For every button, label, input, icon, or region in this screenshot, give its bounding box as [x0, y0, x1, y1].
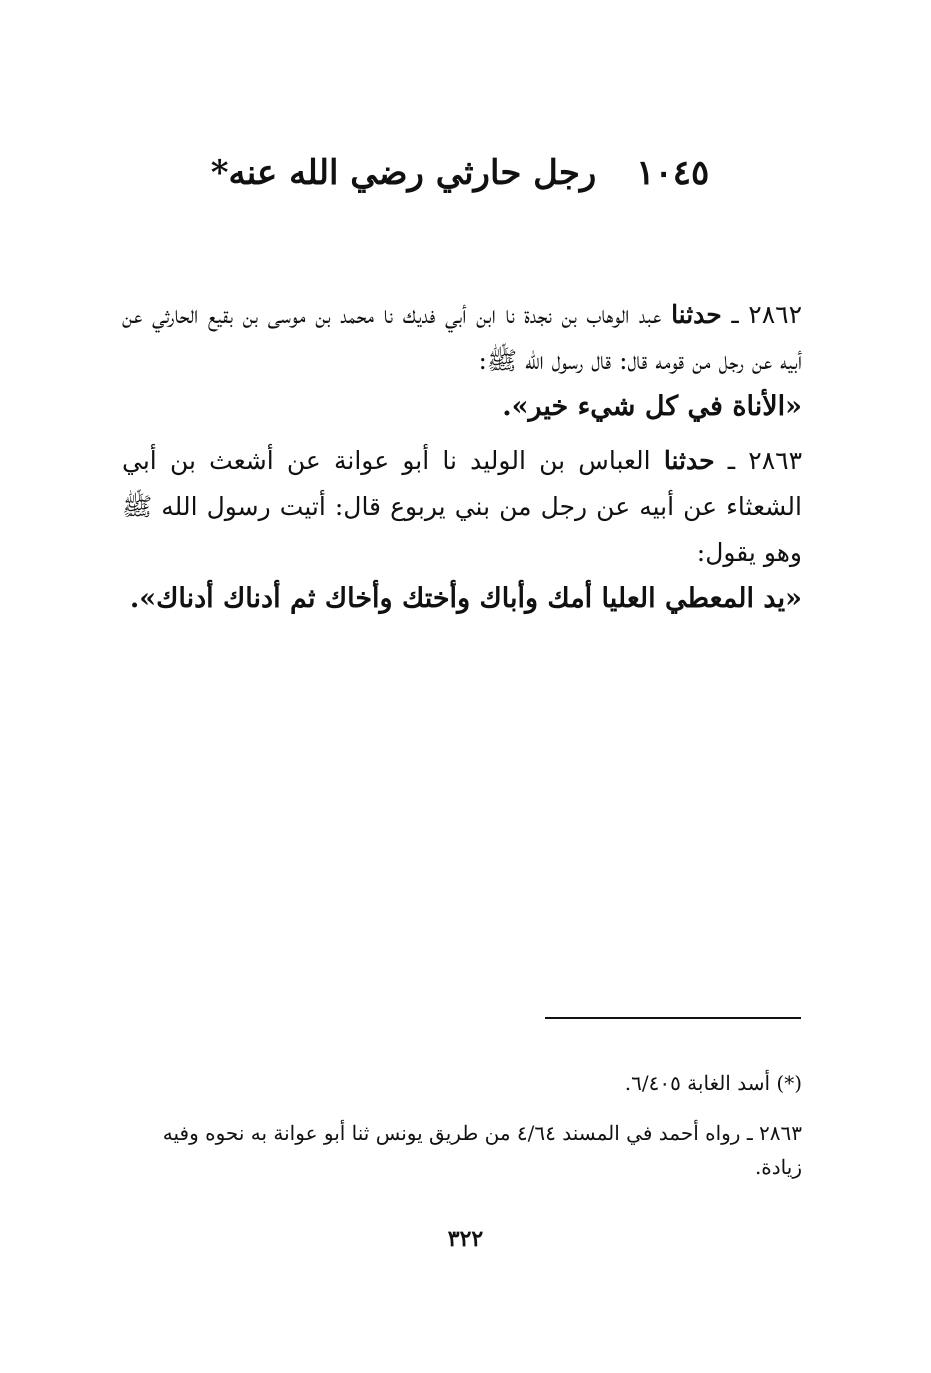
- hadith-saying: «الأناة في كل شيء خير».: [502, 391, 802, 422]
- hadith-keyword: حدثنا: [671, 300, 722, 329]
- footnote-divider: [545, 1017, 801, 1019]
- hadith-saying: «يد المعطي العليا أمك وأباك وأختك وأخاك ثم أدناك أدناك».: [129, 583, 802, 614]
- hadith-chain: [122, 292, 802, 384]
- footnotes: [122, 1066, 802, 1200]
- footnote-source: (*) أسد الغابة ٦/٤٠٥.: [624, 1071, 802, 1095]
- hadith-chain-text: العباس بن الوليد نا أبو عوانة عن أشعث بن أبي الشعثاء عن أبيه عن رجل من بني يربوع قال: أتيت رسول الله ﷺ وهو يقول:: [122, 446, 802, 567]
- chapter-title: رجل حارثي رضي الله عنه*: [210, 153, 597, 193]
- chapter-heading: [120, 148, 800, 198]
- chapter-number: ١٠٤٥: [636, 153, 710, 193]
- footnote-2863: ٢٨٦٣ ـ رواه أحمد في المسند ٤/٦٤ من طريق يونس ثنا أبو عوانة به نحوه وفيه زيادة.: [162, 1121, 802, 1179]
- hadith-separator: ـ: [727, 446, 736, 475]
- hadith-number: ٢٨٦٢: [748, 300, 802, 329]
- hadith-separator: ـ: [731, 300, 739, 329]
- page-number: ٣٢٢: [447, 1226, 484, 1252]
- hadith-2862: [122, 292, 802, 430]
- hadith-chain: [122, 438, 802, 576]
- main-text: [122, 292, 802, 630]
- hadith-number: ٢٨٦٣: [748, 446, 803, 475]
- hadith-chain-text: عبد الوهاب بن نجدة نا ابن أبي فديك نا محمد بن موسى بن بقيع الحارثي عن أبيه عن رجل من قومه قال: قال رسول الله ﷺ:: [122, 300, 802, 375]
- hadith-2863: [122, 438, 802, 622]
- hadith-keyword: حدثنا: [663, 446, 715, 475]
